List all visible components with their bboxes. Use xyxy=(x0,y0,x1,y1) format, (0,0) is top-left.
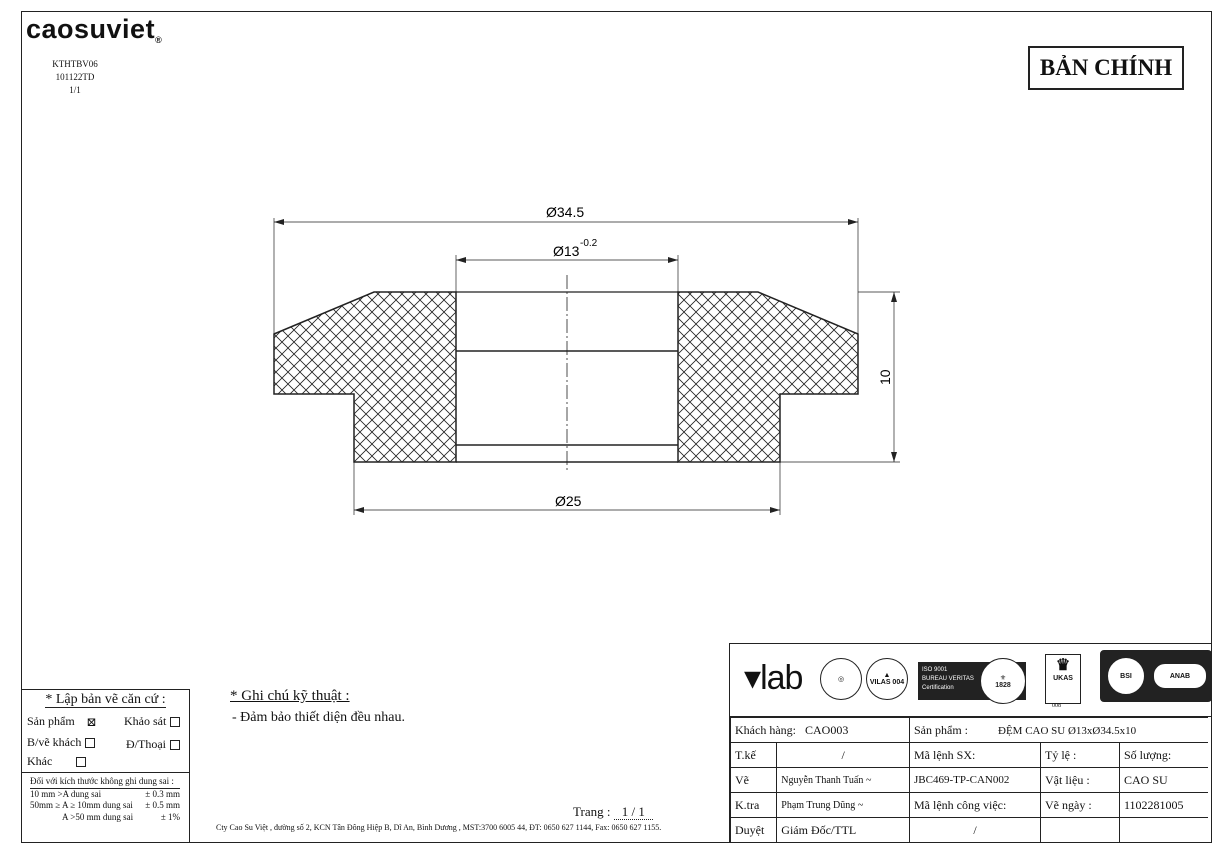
cert-logos xyxy=(730,644,1211,717)
design-label: T.kế xyxy=(731,743,777,768)
dim-outer: Ø34.5 xyxy=(546,204,585,220)
dim-inner: Ø13 xyxy=(553,243,580,259)
section-right xyxy=(678,292,858,462)
drawing-basis-box xyxy=(21,689,190,843)
survey-checkbox[interactable] xyxy=(170,717,180,727)
product-cell: Sản phẩm : ĐỆM CAO SU Ø13xØ34.5x10 xyxy=(910,718,1209,743)
product-checkbox[interactable]: ⊠ xyxy=(86,715,97,730)
title-table xyxy=(730,717,1208,842)
opt-survey: Khảo sát xyxy=(124,714,180,729)
title-block xyxy=(729,643,1212,843)
other-checkbox[interactable] xyxy=(76,757,86,767)
customer-checkbox[interactable] xyxy=(85,738,95,748)
doc-sheet: 1/1 xyxy=(69,85,81,95)
company-logo: caosuviet® xyxy=(26,14,163,45)
material-label: Vật liệu : xyxy=(1041,768,1120,793)
dim-base: Ø25 xyxy=(555,493,582,509)
customer-cell: Khách hàng: CAO003 xyxy=(731,718,910,743)
basis-title: * Lập bản vẽ căn cứ : xyxy=(45,692,166,707)
ukas-number: 008 xyxy=(1052,703,1061,709)
date-value: 1102281005 xyxy=(1120,793,1209,818)
globe-cert-icon: ◎ xyxy=(820,658,862,700)
dim-height: 10 xyxy=(877,369,893,385)
date-label: Vẽ ngày : xyxy=(1041,793,1120,818)
design-value: / xyxy=(777,743,910,768)
order-value: JBC469-TP-CAN002 xyxy=(910,768,1041,793)
bsi-anab-logo: BSI ANAB xyxy=(1100,650,1212,702)
section-left xyxy=(274,292,456,462)
lab-logo: ▾lab xyxy=(744,659,803,697)
qty-label: Số lượng: xyxy=(1120,743,1209,768)
opt-customer: B/vẽ khách xyxy=(27,735,95,750)
check-label: K.tra xyxy=(731,793,777,818)
ukas-logo: ♛ UKAS xyxy=(1045,654,1081,704)
doc-code: KTHTBV06 xyxy=(52,59,98,69)
bv-seal: ⚜ 1828 xyxy=(980,658,1026,704)
job-value: / xyxy=(910,818,1041,843)
tolerance-row-1: 10 mm >A dung sai ± 0.3 mm xyxy=(30,789,180,799)
tolerance-row-3: A >50 mm dung sai ± 1% xyxy=(62,812,180,822)
check-value: Phạm Trung Dũng ~ xyxy=(777,793,910,818)
opt-other: Khác xyxy=(27,754,86,769)
iso-bv-logo: ISO 9001 BUREAU VERITAS Certification xyxy=(918,662,1026,700)
order-label: Mã lệnh SX: xyxy=(910,743,1041,768)
notes-item: - Đảm bảo thiết diện đều nhau. xyxy=(232,710,406,725)
job-label: Mã lệnh công việc: xyxy=(910,793,1041,818)
opt-product: Sản phẩm ⊠ xyxy=(27,714,97,730)
tolerance-header: Đối với kích thước không ghi dung sai : xyxy=(30,776,174,786)
company-address: Cty Cao Su Việt , đường số 2, KCN Tân Đông Hiệp B, Dĩ An, Bình Dương , MST:3700 6005 44, ĐT: 0650 627 1144, Fax: 0650 627 1155. xyxy=(216,823,662,832)
phone-checkbox[interactable] xyxy=(170,740,180,750)
tolerance-row-2: 50mm ≥ A ≥ 10mm dung sai ± 0.5 mm xyxy=(30,800,180,810)
opt-phone: Đ/Thoại xyxy=(126,737,180,752)
approve-value: Giám Đốc/TTL xyxy=(777,818,910,843)
doc-number: 101122TD xyxy=(55,72,95,82)
original-stamp: BẢN CHÍNH xyxy=(1028,46,1184,90)
notes-title: * Ghi chú kỹ thuật : xyxy=(230,688,350,704)
vilas-logo: ▲ VILAS 004 xyxy=(866,658,908,700)
scale-label: Tỷ lệ : xyxy=(1041,743,1120,768)
drawn-value: Nguyễn Thanh Tuấn ~ xyxy=(777,768,910,793)
dim-inner-tolerance: -0.2 xyxy=(580,238,598,249)
page-number: Trang : 1 / 1 xyxy=(573,804,653,820)
approve-label: Duyệt xyxy=(731,818,777,843)
material-value: CAO SU xyxy=(1120,768,1209,793)
drawn-label: Vẽ xyxy=(731,768,777,793)
